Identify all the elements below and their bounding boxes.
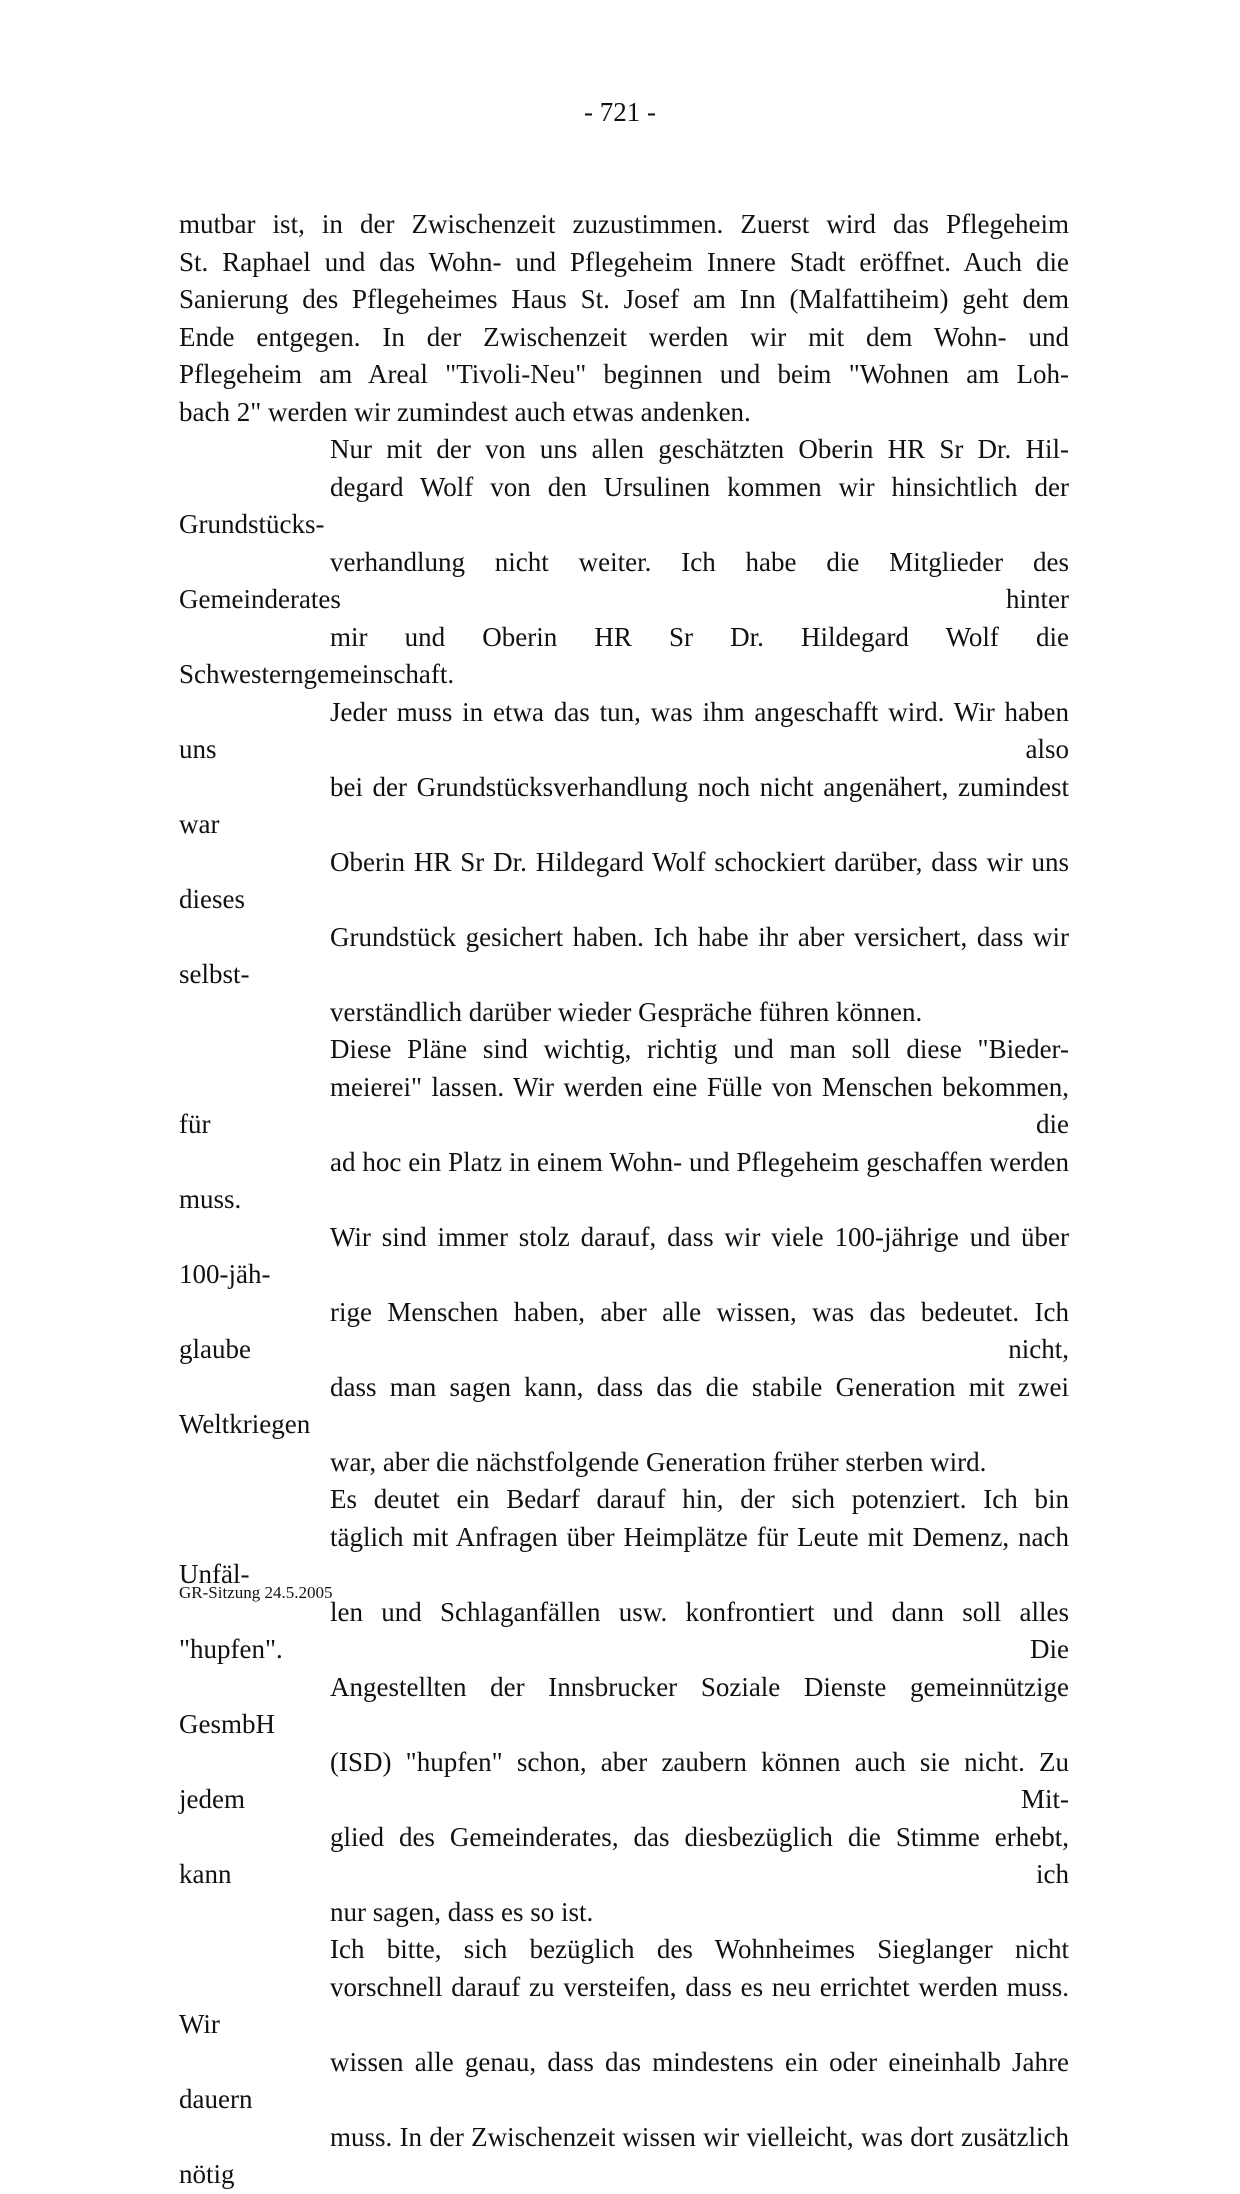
text-line: Angestellten der Innsbrucker Soziale Dienste gemeinnützige GesmbH (179, 1671, 1069, 1739)
paragraph (179, 1481, 1069, 1931)
text-line: täglich mit Anfragen über Heimplätze für Leute mit Demenz, nach Unfäl- (179, 1521, 1069, 1589)
text-line: vorschnell darauf zu versteifen, dass es neu errichtet werden muss. Wir (179, 1971, 1069, 2039)
body-text (179, 206, 1069, 2194)
text-line: dass man sagen kann, dass das die stabile Generation mit zwei Weltkriegen (179, 1371, 1069, 1439)
text-line: degard Wolf von den Ursulinen kommen wir hinsichtlich der Grundstücks- (179, 471, 1069, 539)
text-line: Sanierung des Pflegeheimes Haus St. Josef am Inn (Malfattiheim) geht dem (179, 284, 1069, 314)
text-line: St. Raphael und das Wohn- und Pflegeheim Innere Stadt eröffnet. Auch die (179, 246, 1069, 277)
text-line: ad hoc ein Platz in einem Wohn- und Pflegeheim geschaffen werden muss. (179, 1146, 1069, 1214)
text-line: muss. In der Zwischenzeit wissen wir vielleicht, was dort zusätzlich nötig (179, 2121, 1069, 2189)
footer-session-date: GR-Sitzung 24.5.2005 (179, 1583, 333, 1602)
text-line: Oberin HR Sr Dr. Hildegard Wolf schockiert darüber, dass wir uns dieses (179, 846, 1069, 914)
text-line: bei der Grundstücksverhandlung noch nicht angenähert, zumindest war (179, 771, 1069, 839)
text-line: Wir sind immer stolz darauf, dass wir viele 100-jährige und über 100-jäh- (179, 1221, 1069, 1289)
text-line: glied des Gemeinderates, das diesbezüglich die Stimme erhebt, kann ich (179, 1821, 1069, 1889)
text-line: Ende entgegen. In der Zwischenzeit werden wir mit dem Wohn- und (179, 321, 1069, 352)
text-line: wissen alle genau, dass das mindestens ein oder eineinhalb Jahre dauern (179, 2046, 1069, 2114)
page-number: - 721 - (584, 97, 656, 127)
text-line: Jeder muss in etwa das tun, was ihm angeschafft wird. Wir haben uns also (179, 696, 1069, 764)
text-line: rige Menschen haben, aber alle wissen, was das bedeutet. Ich glaube nicht, (179, 1296, 1069, 1364)
text-line: mutbar ist, in der Zwischenzeit zuzustimmen. Zuerst wird das Pflegeheim (179, 209, 1069, 239)
text-line: verständlich darüber wieder Gespräche führen können. (330, 996, 923, 1027)
paragraph (179, 206, 1069, 431)
text-line: Ich bitte, sich bezüglich des Wohnheimes Sieglanger nicht (330, 1934, 1069, 1964)
paragraph (179, 1931, 1069, 2194)
paragraph (179, 1031, 1069, 1481)
text-line: verhandlung nicht weiter. Ich habe die Mitglieder des Gemeinderates hinter (179, 546, 1069, 614)
paragraph (179, 431, 1069, 1031)
text-line: war, aber die nächstfolgende Generation früher sterben wird. (330, 1446, 987, 1477)
text-line: mir und Oberin HR Sr Dr. Hildegard Wolf die Schwesterngemeinschaft. (179, 621, 1069, 689)
text-line: Pflegeheim am Areal "Tivoli-Neu" beginnen und beim "Wohnen am Loh- (179, 359, 1069, 389)
text-line: Grundstück gesichert haben. Ich habe ihr aber versichert, dass wir selbst- (179, 921, 1069, 989)
text-line: meierei" lassen. Wir werden eine Fülle von Menschen bekommen, für die (179, 1071, 1069, 1139)
text-line: bach 2" werden wir zumindest auch etwas andenken. (179, 396, 751, 427)
text-line: Diese Pläne sind wichtig, richtig und man soll diese "Bieder- (330, 1034, 1069, 1064)
text-line: Nur mit der von uns allen geschätzten Oberin HR Sr Dr. Hil- (330, 434, 1069, 464)
text-line: nur sagen, dass es so ist. (330, 1896, 594, 1927)
text-line: (ISD) "hupfen" schon, aber zaubern können auch sie nicht. Zu jedem Mit- (179, 1746, 1069, 1814)
text-line: len und Schlaganfällen usw. konfrontiert und dann soll alles "hupfen". Die (179, 1596, 1069, 1664)
text-line: Es deutet ein Bedarf darauf hin, der sich potenziert. Ich bin (330, 1484, 1069, 1514)
